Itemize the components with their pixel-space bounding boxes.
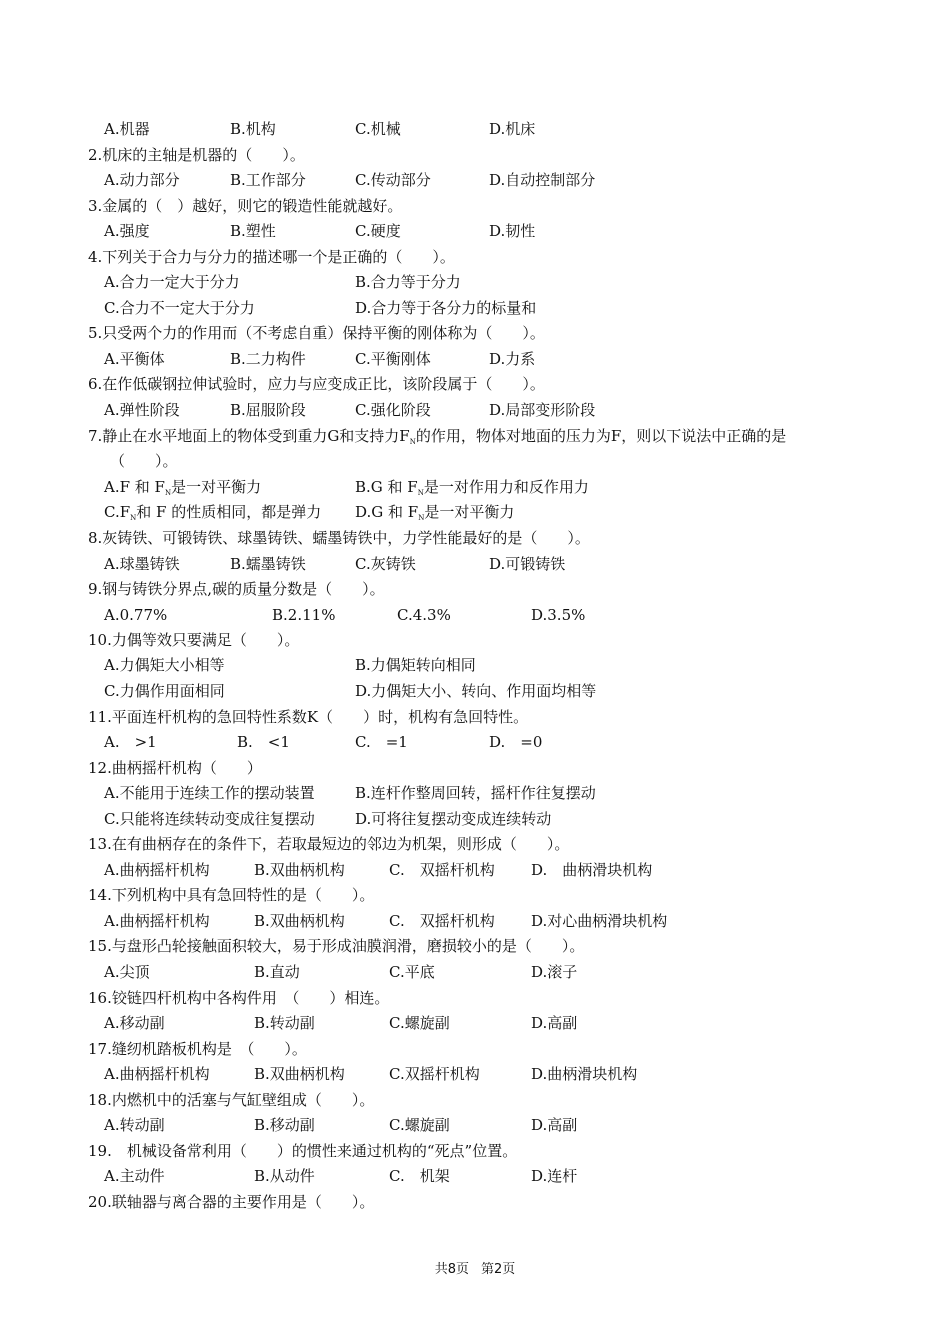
q2-option-b: B.工作部分 [230, 171, 306, 189]
q10-option-b: B.力偶矩转向相同 [355, 656, 476, 674]
q7-option-b-sub: N [417, 489, 424, 497]
q1-option-d: D.机床 [489, 120, 536, 138]
q7-option-d-pre: D.G 和 F [355, 503, 419, 521]
q8-option-d: D.可锻铸铁 [489, 555, 566, 573]
q20-stem: 20.联轴器与离合器的主要作用是（ ）。 [88, 1193, 375, 1211]
q18-option-a: A.转动副 [104, 1116, 165, 1134]
q1-option-a: A.机器 [104, 120, 150, 138]
q11-option-d: D. =0 [489, 733, 543, 751]
q1-option-c: C.机械 [355, 120, 401, 138]
q10-option-d: D.力偶矩大小、转向、作用面均相等 [355, 682, 597, 700]
q17-option-a: A.曲柄摇杆机构 [104, 1065, 210, 1083]
q15-option-d: D.滚子 [531, 963, 578, 981]
q7-option-a-post: 是一对平衡力 [171, 478, 262, 496]
q2-option-d: D.自动控制部分 [489, 171, 596, 189]
q7-option-d-post: 是一对平衡力 [424, 503, 515, 521]
q4-option-a: A.合力一定大于分力 [104, 273, 240, 291]
q12-option-b: B.连杆作整周回转，摇杆作往复摆动 [355, 784, 596, 802]
q13-option-c: C. 双摇杆机构 [389, 861, 495, 879]
q16-option-c: C.螺旋副 [389, 1014, 450, 1032]
q8-stem: 8.灰铸铁、可锻铸铁、球墨铸铁、蠕墨铸铁中，力学性能最好的是（ ）。 [88, 529, 590, 547]
q5-option-a: A.平衡体 [104, 350, 165, 368]
q7-option-c [104, 501, 321, 529]
q9-option-b: B.2.11% [272, 606, 336, 624]
q16-stem: 16.铰链四杆机构中各构件用 （ ）相连。 [88, 989, 390, 1007]
q14-option-d: D.对心曲柄滑块机构 [531, 912, 668, 930]
q6-option-c: C.强化阶段 [355, 401, 431, 419]
page-number: 第2页 [481, 1262, 516, 1277]
q7-stem [88, 425, 786, 447]
q8-option-c: C.灰铸铁 [355, 555, 416, 573]
q17-option-b: B.双曲柄机构 [254, 1065, 345, 1083]
q16-option-b: B.转动副 [254, 1014, 315, 1032]
q7-stem-cont: （ ）。 [110, 452, 178, 470]
q14-option-b: B.双曲柄机构 [254, 912, 345, 930]
q4-option-d: D.合力等于各分力的标量和 [355, 299, 537, 317]
q15-stem: 15.与盘形凸轮接触面积较大，易于形成油膜润滑，磨损较小的是（ ）。 [88, 937, 585, 955]
q19-stem: 19. 机械设备常利用（ ）的惯性来通过机构的“死点”位置。 [88, 1142, 518, 1160]
q12-option-a: A.不能用于连续工作的摆动装置 [104, 784, 315, 802]
q6-option-b: B.屈服阶段 [230, 401, 306, 419]
q2-option-c: C.传动部分 [355, 171, 431, 189]
q7-option-b-pre: B.G 和 F [355, 478, 418, 496]
q10-option-a: A.力偶矩大小相等 [104, 656, 225, 674]
q1-option-b: B.机构 [230, 120, 276, 138]
q7-option-d-sub: N [418, 514, 425, 522]
q14-option-a: A.曲柄摇杆机构 [104, 912, 210, 930]
q12-option-c: C.只能将连续转动变成往复摆动 [104, 810, 315, 828]
q2-stem: 2.机床的主轴是机器的（ ）。 [88, 146, 305, 164]
q18-option-b: B.移动副 [254, 1116, 315, 1134]
q17-option-c: C.双摇杆机构 [389, 1065, 480, 1083]
q10-option-c: C.力偶作用面相同 [104, 682, 225, 700]
q11-option-a: A. >1 [104, 733, 157, 751]
q9-option-d: D.3.5% [531, 606, 586, 624]
q3-stem: 3.金属的（ ）越好，则它的锻造性能就越好。 [88, 197, 403, 215]
q11-stem: 11.平面连杆机构的急回特性系数K（ ）时，机构有急回特性。 [88, 708, 529, 726]
q16-option-a: A.移动副 [104, 1014, 165, 1032]
q12-stem: 12.曲柄摇杆机构（ ） [88, 759, 262, 777]
q15-option-b: B.直动 [254, 963, 300, 981]
q7-option-b [355, 476, 589, 504]
q7-option-c-post: 和 F 的性质相同，都是弹力 [136, 503, 322, 521]
q13-stem: 13.在有曲柄存在的条件下，若取最短边的邻边为机架，则形成（ ）。 [88, 835, 570, 853]
q7-option-a-sub: N [164, 489, 172, 497]
q7-option-c-sub: N [130, 514, 137, 522]
q19-option-b: B.从动件 [254, 1167, 315, 1185]
q6-option-d: D.局部变形阶段 [489, 401, 596, 419]
q3-option-a: A.强度 [104, 222, 150, 240]
q7-stem-part2: 的作用，物体对地面的压力为F，则以下说法中正确的是 [415, 427, 787, 445]
q12-option-d: D.可将往复摆动变成连续转动 [355, 810, 552, 828]
q18-stem: 18.内燃机中的活塞与气缸壁组成（ ）。 [88, 1091, 375, 1109]
q7-option-a [104, 476, 261, 504]
q3-option-d: D.韧性 [489, 222, 536, 240]
q3-option-b: B.塑性 [230, 222, 276, 240]
q9-option-c: C.4.3% [397, 606, 451, 624]
q13-option-d: D. 曲柄滑块机构 [531, 861, 653, 879]
q19-option-a: A.主动件 [104, 1167, 165, 1185]
page-total: 共8页 [434, 1262, 469, 1277]
q17-stem: 17.缝纫机踏板机构是 （ ）。 [88, 1040, 307, 1058]
q5-option-b: B.二力构件 [230, 350, 306, 368]
q9-option-a: A.0.77% [104, 606, 168, 624]
q16-option-d: D.高副 [531, 1014, 578, 1032]
q14-option-c: C. 双摇杆机构 [389, 912, 495, 930]
q4-option-b: B.合力等于分力 [355, 273, 461, 291]
q13-option-a: A.曲柄摇杆机构 [104, 861, 210, 879]
q7-option-c-pre: C.F [104, 503, 131, 521]
q3-option-c: C.硬度 [355, 222, 401, 240]
q5-stem: 5.只受两个力的作用而（不考虑自重）保持平衡的刚体称为（ ）。 [88, 324, 545, 342]
q7-option-a-pre: A.F 和 F [104, 478, 165, 496]
q11-option-b: B. <1 [237, 733, 290, 751]
q5-option-d: D.力系 [489, 350, 536, 368]
q8-option-b: B.蠕墨铸铁 [230, 555, 306, 573]
page-footer [0, 1258, 950, 1277]
q9-stem: 9.钢与铸铁分界点,碳的质量分数是（ ）。 [88, 580, 385, 598]
q6-option-a: A.弹性阶段 [104, 401, 180, 419]
q6-stem: 6.在作低碳钢拉伸试验时，应力与应变成正比，该阶段属于（ ）。 [88, 375, 545, 393]
q19-option-c: C. 机架 [389, 1167, 450, 1185]
q19-option-d: D.连杆 [531, 1167, 578, 1185]
q4-option-c: C.合力不一定大于分力 [104, 299, 255, 317]
q7-stem-part1: 7.静止在水平地面上的物体受到重力G和支持力F [88, 427, 410, 445]
q7-option-d [355, 501, 514, 529]
q7-option-b-post: 是一对作用力和反作用力 [423, 478, 589, 496]
q18-option-c: C.螺旋副 [389, 1116, 450, 1134]
q2-option-a: A.动力部分 [104, 171, 180, 189]
q14-stem: 14.下列机构中具有急回特性的是（ ）。 [88, 886, 375, 904]
q10-stem: 10.力偶等效只要满足（ ）。 [88, 631, 300, 649]
q13-option-b: B.双曲柄机构 [254, 861, 345, 879]
q17-option-d: D.曲柄滑块机构 [531, 1065, 638, 1083]
q4-stem: 4.下列关于合力与分力的描述哪一个是正确的（ ）。 [88, 248, 455, 266]
q15-option-c: C.平底 [389, 963, 435, 981]
q18-option-d: D.高副 [531, 1116, 578, 1134]
q8-option-a: A.球墨铸铁 [104, 555, 180, 573]
q7-subscript: N [409, 438, 416, 446]
q5-option-c: C.平衡刚体 [355, 350, 431, 368]
q15-option-a: A.尖顶 [104, 963, 150, 981]
q11-option-c: C. =1 [355, 733, 408, 751]
